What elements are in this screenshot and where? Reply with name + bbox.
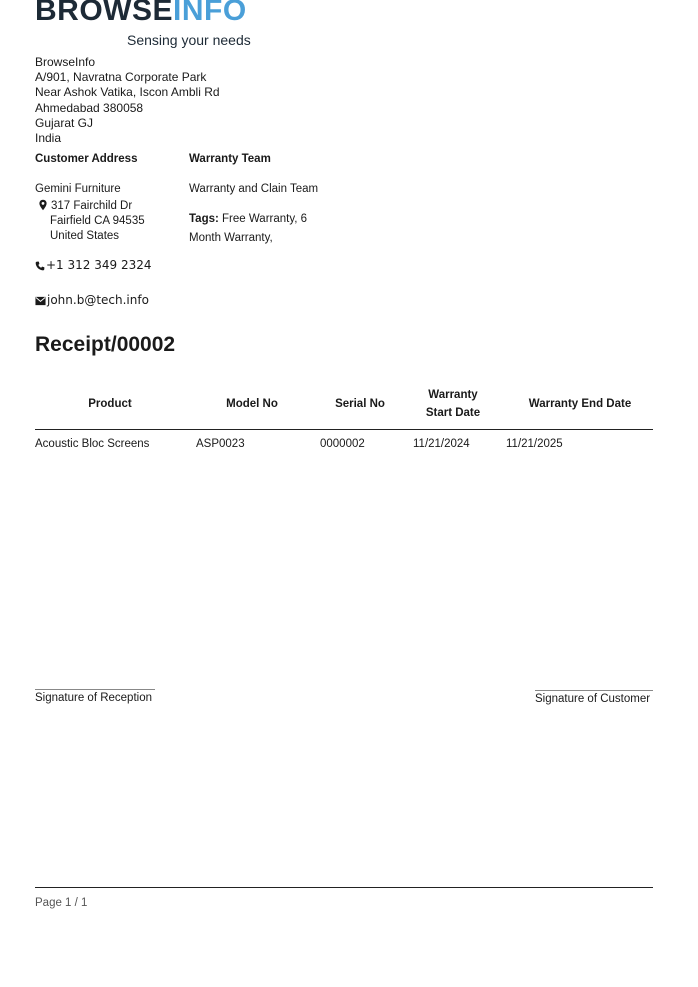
tags-label: Tags:: [189, 213, 219, 225]
customer-street: 317 Fairchild Dr: [51, 200, 133, 212]
column-header-serial-no: Serial No: [335, 398, 385, 410]
company-address-line: A/901, Navratna Corporate Park: [35, 70, 207, 85]
page-number: Page 1 / 1: [35, 897, 88, 909]
cell-serial-no: 0000002: [320, 438, 365, 450]
warranty-team-name: Warranty and Clain Team: [189, 183, 319, 195]
column-header-warranty-start-date: [408, 386, 498, 422]
customer-city: Fairfield CA 94535: [50, 215, 145, 227]
signature-of-customer: Signature of Customer: [535, 693, 651, 705]
map-pin-icon: [37, 199, 49, 211]
logo-tagline: Sensing your needs: [127, 32, 251, 48]
customer-name: Gemini Furniture: [35, 183, 121, 195]
company-address-line: Gujarat GJ: [35, 115, 94, 130]
column-header-line: Start Date: [425, 407, 481, 419]
column-header-product: Product: [88, 398, 132, 410]
tags-value-line-2: Month Warranty,: [189, 232, 273, 244]
footer-divider: [35, 887, 653, 888]
cell-model-no: ASP0023: [196, 438, 245, 450]
reception-signature-line: [35, 689, 155, 690]
customer-phone: [35, 258, 151, 273]
envelope-icon: [35, 296, 46, 306]
warranty-team-heading: Warranty Team: [189, 153, 271, 165]
company-address-line: Ahmedabad 380058: [35, 100, 144, 115]
column-header-line: Warranty: [428, 389, 478, 401]
company-address-line: BrowseInfo: [35, 55, 96, 69]
table-header-divider: [35, 429, 653, 430]
column-header-warranty-end-date: Warranty End Date: [528, 398, 632, 410]
company-address-line: India: [35, 131, 62, 146]
cell-product: Acoustic Bloc Screens: [35, 438, 150, 450]
company-logo: [35, 0, 247, 28]
customer-address-heading: Customer Address: [35, 153, 138, 165]
logo-text-browse: BROWSE: [35, 0, 173, 27]
customer-email: [35, 293, 149, 308]
customer-address-line-1: [37, 199, 132, 214]
receipt-title: Receipt/00002: [35, 333, 176, 356]
logo-text-info: INFO: [173, 0, 247, 27]
company-address: [35, 55, 220, 146]
signature-of-reception: Signature of Reception: [35, 692, 152, 704]
warranty-tags: [189, 212, 307, 227]
phone-number: +1 312 349 2324: [46, 258, 152, 272]
phone-icon: [35, 261, 45, 271]
customer-country: United States: [50, 230, 120, 242]
column-header-model-no: Model No: [226, 398, 278, 410]
tags-value-line-1: Free Warranty, 6: [222, 213, 308, 225]
customer-signature-line: [535, 690, 653, 691]
cell-end-date: 11/21/2025: [506, 438, 563, 450]
company-address-line: Near Ashok Vatika, Iscon Ambli Rd: [35, 85, 220, 100]
email-address: john.b@tech.info: [47, 293, 149, 307]
cell-start-date: 11/21/2024: [413, 438, 470, 450]
